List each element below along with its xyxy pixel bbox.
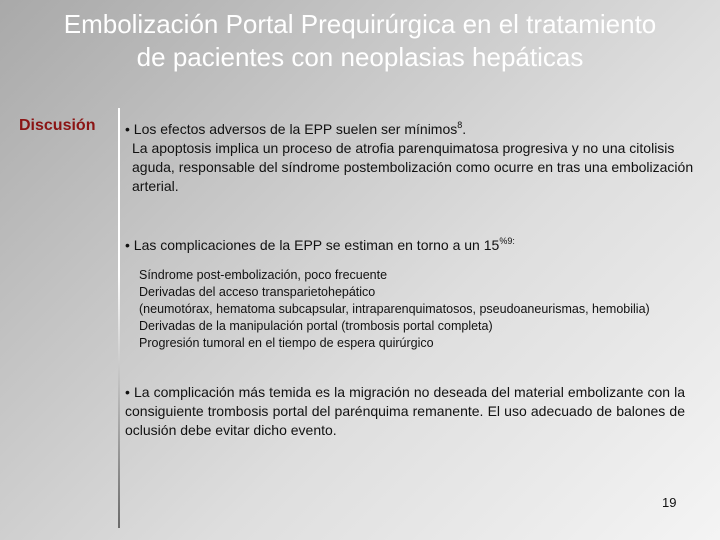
complications-text: • Las complicaciones de la EPP se estiman en torno a un 15 [125,237,500,253]
adverse-effects-lead [125,120,705,139]
title-line-2: de pacientes con neoplasias hepáticas [136,42,584,72]
complications-paragraph [125,236,515,255]
reference-8: 8 [457,120,463,130]
page-number: 19 [662,495,677,510]
section-label: Discusión [19,117,96,134]
complications-list [139,267,650,352]
list-item: Derivadas del acceso transparietohepático [139,285,376,299]
list-item: Progresión tumoral en el tiempo de espera quirúrgico [139,336,434,350]
list-item: Derivadas de la manipulación portal (trombosis portal completa) [139,319,493,333]
list-item: (neumotórax, hematoma subcapsular, intraparenquimatosos, pseudoaneurismas, hemobilia) [139,302,650,316]
feared-complication-paragraph: • La complicación más temida es la migración no deseada del material embolizante con la consiguiente trombosis portal del parénquima remanente. El uso adecuado de balones de oclusión debe evitar dicho evento. [125,384,685,438]
adverse-effects-lead-end: . [462,121,467,137]
adverse-effects-body: La apoptosis implica un proceso de atrofia parenquimatosa progresiva y no una citolisis aguda, responsable del síndrome postembolización como ocurre en tras una embolización arterial. [132,140,694,194]
title-line-1: Embolización Portal Prequirúrgica en el tratamiento [63,9,657,39]
adverse-effects-lead-text: • Los efectos adversos de la EPP suelen ser mínimos [125,121,458,137]
reference-9: %9: [499,236,515,246]
slide-title [0,8,720,74]
vertical-divider [118,108,120,528]
list-item: Síndrome post-embolización, poco frecuente [139,268,388,282]
adverse-effects-paragraph [125,120,705,196]
